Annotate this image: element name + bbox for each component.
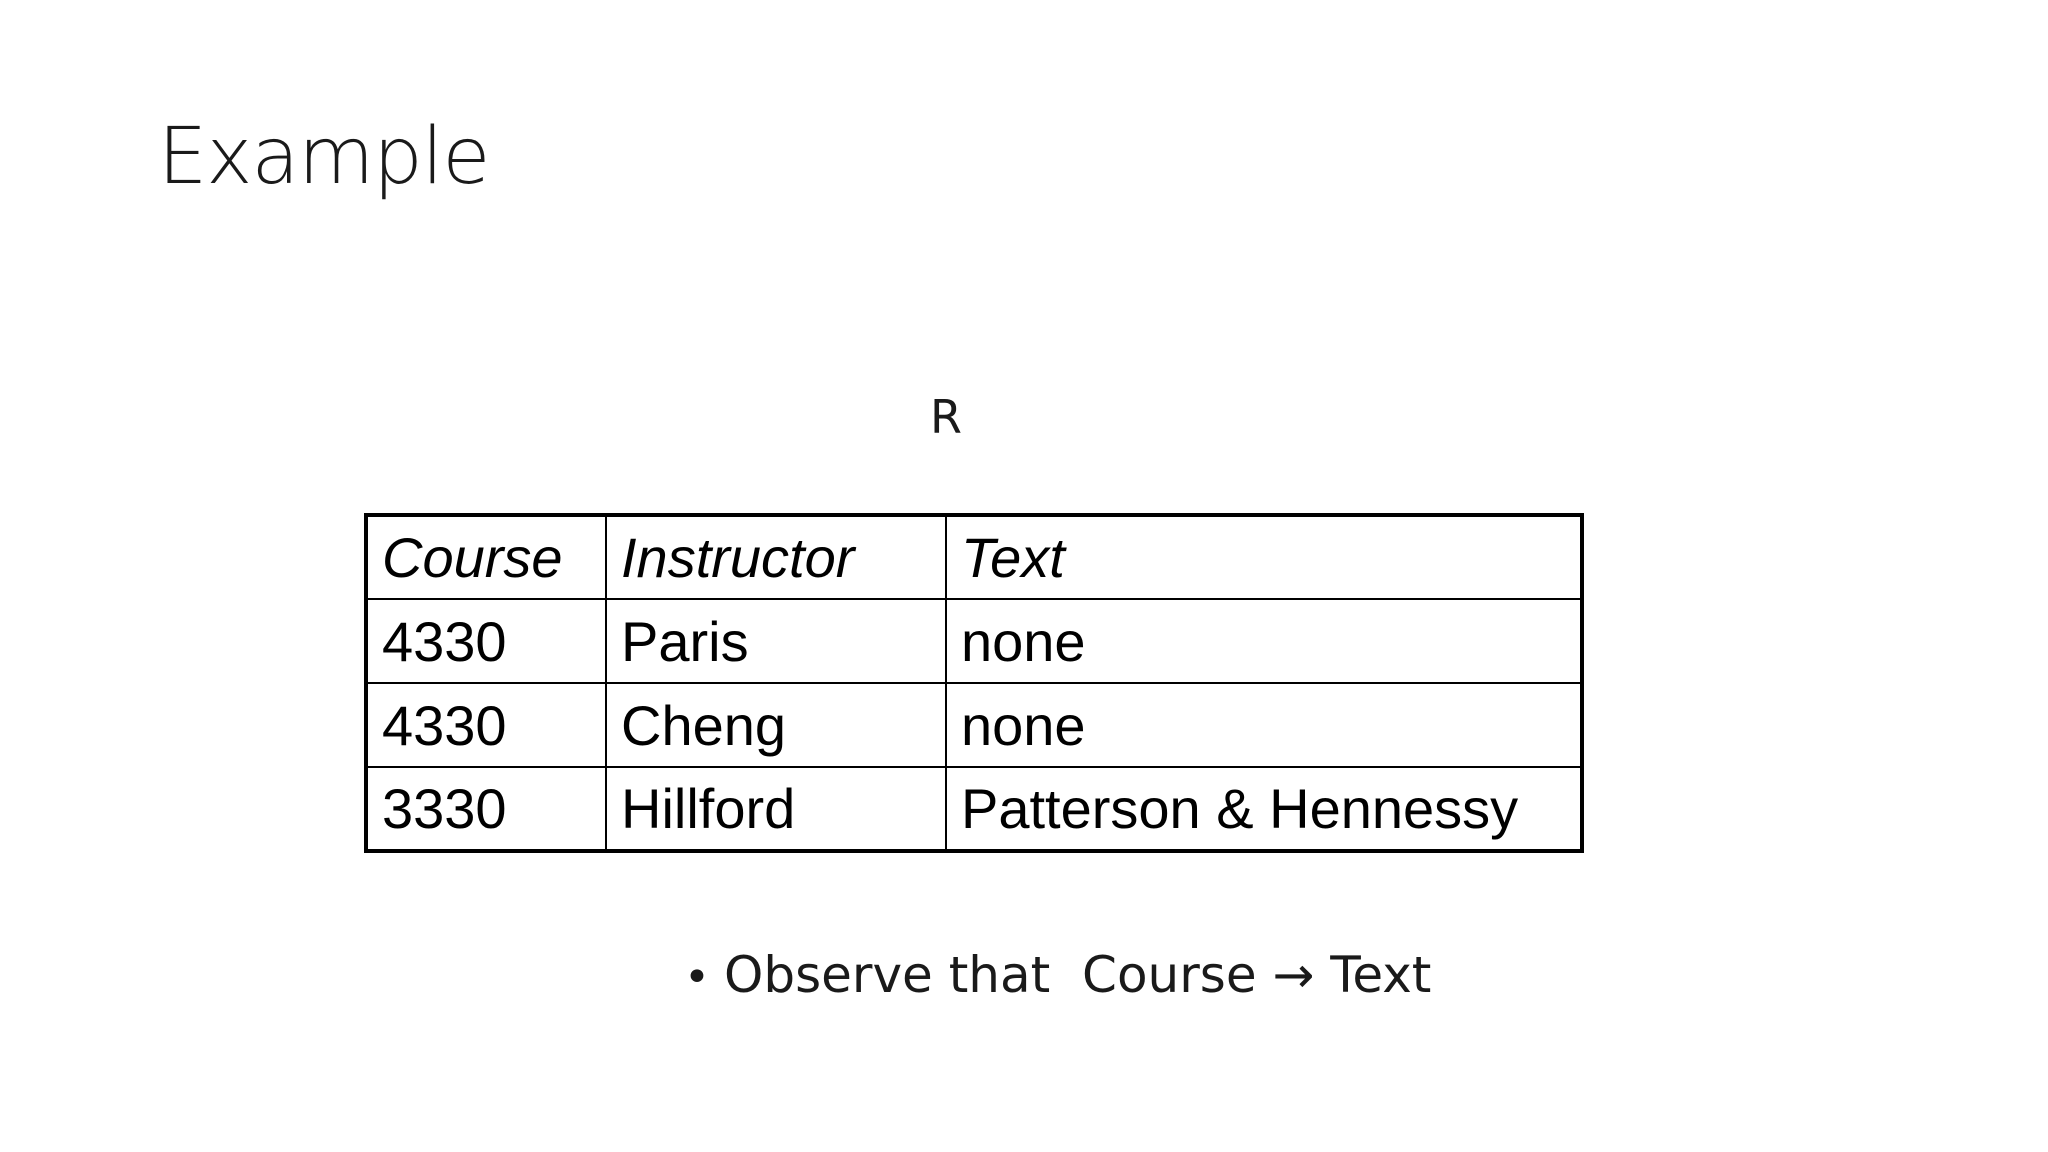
table-cell-text: none <box>946 599 1582 683</box>
table-row <box>366 683 1582 767</box>
column-header-text: Text <box>946 515 1582 599</box>
table-cell-instructor: Cheng <box>606 683 946 767</box>
relation-table <box>364 513 1584 853</box>
table-header-row <box>366 515 1582 599</box>
table-cell-text: none <box>946 683 1582 767</box>
table-cell-instructor: Paris <box>606 599 946 683</box>
slide-title: Example <box>158 112 490 202</box>
table-row <box>366 767 1582 851</box>
table-row <box>366 599 1582 683</box>
column-header-instructor: Instructor <box>606 515 946 599</box>
relation-name: R <box>930 390 962 444</box>
table-cell-course: 4330 <box>366 599 606 683</box>
table-cell-text: Patterson & Hennessy <box>946 767 1582 851</box>
table-cell-course: 3330 <box>366 767 606 851</box>
table-cell-instructor: Hillford <box>606 767 946 851</box>
bullet-marker: • <box>684 952 710 1003</box>
table-cell-course: 4330 <box>366 683 606 767</box>
bullet-observation <box>684 946 1432 1004</box>
column-header-course: Course <box>366 515 606 599</box>
bullet-text: Observe that Course → Text <box>724 946 1432 1004</box>
